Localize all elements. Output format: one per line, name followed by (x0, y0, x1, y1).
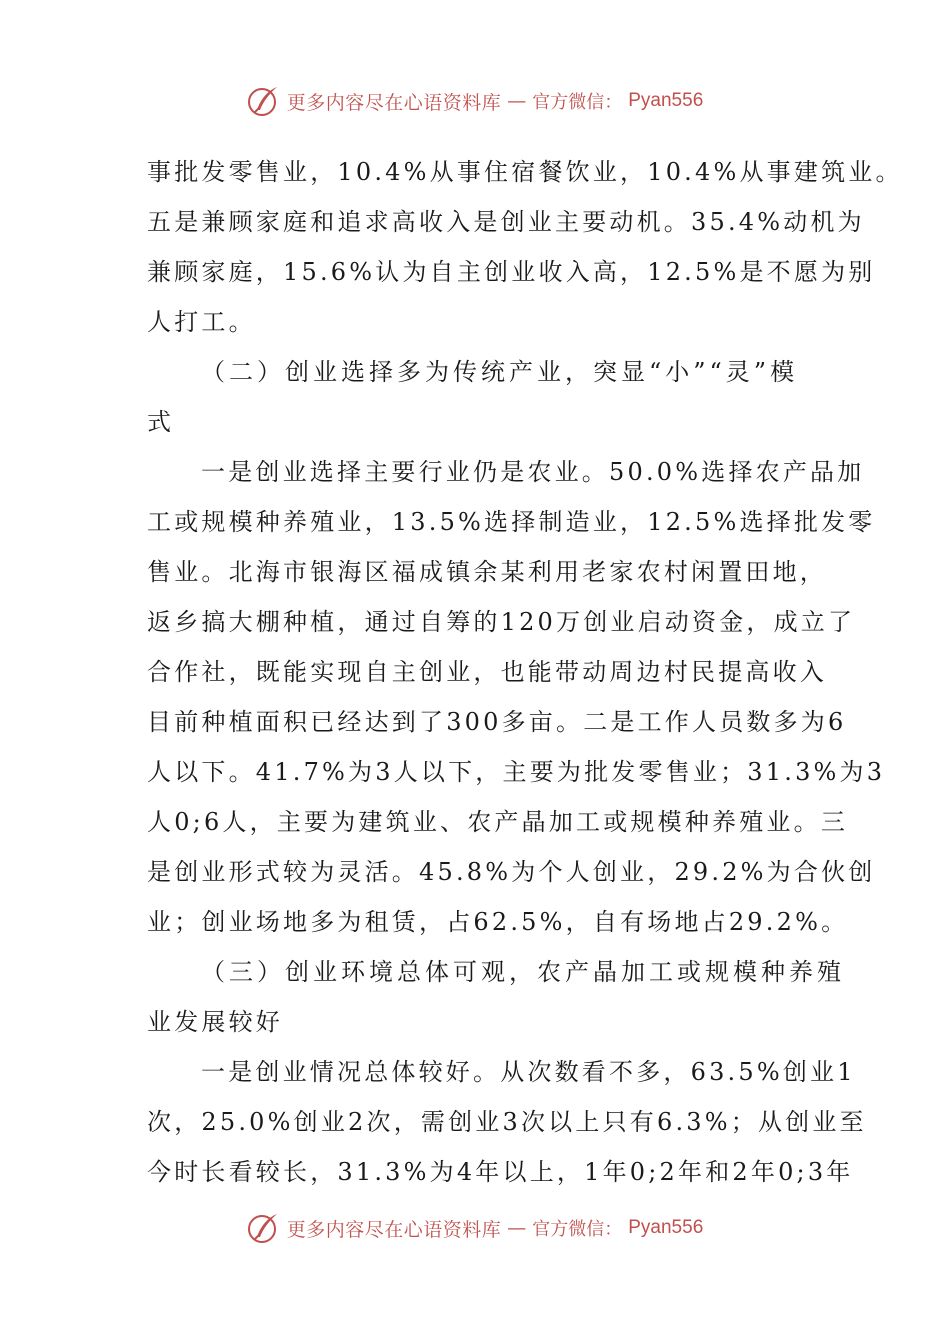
watermark-brand: 更多内容尽在心语资料库 (286, 91, 502, 114)
quill-pen-icon (247, 1211, 281, 1245)
text-line: 售业。北海市银海区福成镇余某利用老家农村闲置田地， (147, 558, 827, 586)
text-line: 人0;6人，主要为建筑业、农产晶加工或规模种养殖业。三 (147, 808, 849, 836)
watermark-wechat-id: Pyan556 (628, 90, 704, 111)
text-line: 返乡搞大棚种植，通过自筹的120万创业启动资金，成立了 (147, 608, 856, 636)
header-watermark (0, 84, 950, 118)
text-line: 兼顾家庭，15.6%认为自主创业收入高，12.5%是不愿为别 (147, 258, 876, 286)
paragraph-start: 一是创业选择主要行业仍是农业。50.0%选择农产品加 (201, 458, 865, 486)
quill-pen-icon (247, 84, 281, 118)
text-line: 合作社，既能实现自主创业，也能带动周边村民提高收入 (147, 658, 827, 686)
watermark-wechat-id: Pyan556 (628, 1217, 704, 1238)
text-line: 人以下。41.7%为3人以下，主要为批发零售业；31.3%为3 (147, 758, 886, 786)
text-line: 业；创业场地多为租赁，占62.5%，自有场地占29.2%。 (147, 908, 849, 936)
text-line: 今时长看较长，31.3%为4年以上，1年0;2年和2年0;3年 (147, 1158, 854, 1186)
watermark-brand: 更多内容尽在心语资料库 (286, 1218, 502, 1241)
watermark-official-label: 官方微信： (532, 1219, 623, 1240)
footer-watermark (0, 1211, 950, 1245)
text-line: 工或规模种养殖业，13.5%选择制造业，12.5%选择批发零 (147, 508, 876, 536)
text-line: 人打工。 (147, 308, 256, 336)
paragraph-start: 一是创业情况总体较好。从次数看不多，63.5%创业1 (201, 1058, 856, 1086)
section-heading-3-cont: 业发展较好 (147, 1008, 283, 1036)
text-line: 五是兼顾家庭和追求高收入是创业主要动机。35.4%动机为 (147, 208, 865, 236)
text-line: 是创业形式较为灵活。45.8%为个人创业，29.2%为合伙创 (147, 858, 876, 886)
section-heading-3: （三）创业环境总体可观，农产晶加工或规模种养殖 (201, 958, 845, 986)
document-body (147, 147, 903, 1197)
watermark-separator: — (507, 1217, 527, 1239)
text-line: 次，25.0%创业2次，需创业3次以上只有6.3%；从创业至 (147, 1108, 867, 1136)
text-line: 事批发零售业，10.4%从事住宿餐饮业，10.4%从事建筑业。 (147, 158, 903, 186)
watermark-separator: — (507, 90, 527, 112)
watermark-official-label: 官方微信： (532, 92, 623, 113)
text-line: 目前种植面积已经达到了300多亩。二是工作人员数多为6 (147, 708, 847, 736)
section-heading-2-cont: 式 (147, 408, 175, 436)
section-heading-2: （二）创业选择多为传统产业，突显“小”“灵”模 (201, 358, 799, 386)
